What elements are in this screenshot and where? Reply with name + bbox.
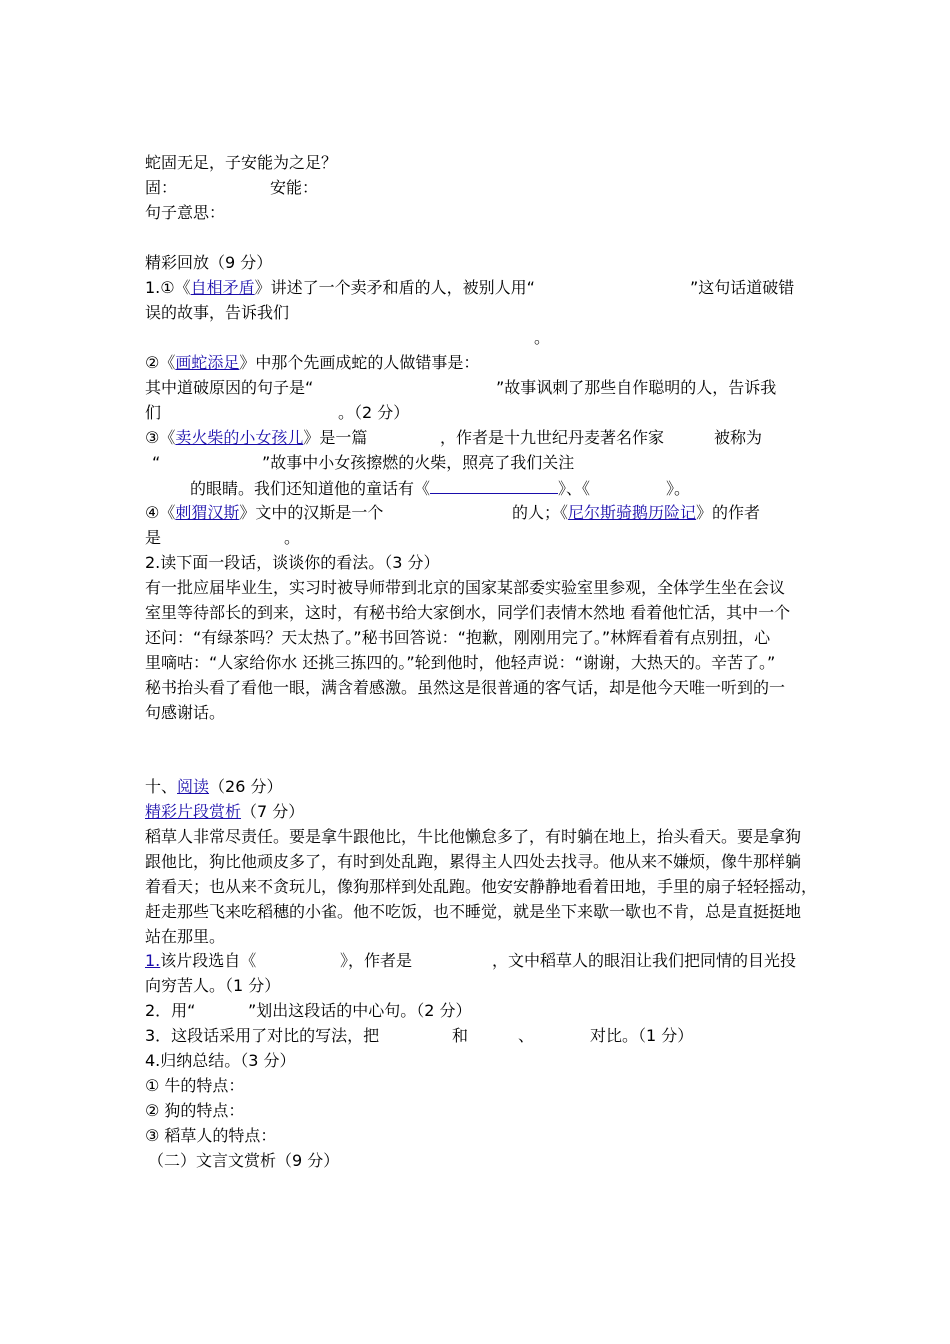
rq3-b: 和 — [452, 1026, 469, 1045]
q1-line2: 误的故事，告诉我们 — [145, 303, 290, 322]
q1-end: ”这句话道破错 — [690, 278, 795, 297]
link-jingcaipianduan[interactable]: 精彩片段赏析 — [145, 802, 242, 821]
q2-line2b: ”故事讽刺了那些自作聪明的人，告诉我 — [496, 378, 777, 397]
q1-line3: 。 — [534, 328, 551, 347]
link-huashetianzu[interactable]: 画蛇添足 — [175, 353, 240, 372]
q1-text: 》讲述了一个卖矛和盾的人，被别人用“ — [254, 278, 535, 297]
q1-line1 — [145, 277, 535, 301]
q3-text: 》是一篇 — [303, 428, 368, 447]
q3-line1 — [145, 427, 367, 451]
section2-heading: （二）文言文赏析（9 分） — [148, 1151, 340, 1170]
q4-end: 》的作者 — [696, 503, 761, 522]
q4-text: 》文中的汉斯是一个 — [239, 503, 384, 522]
passage2-line: 着看天；也从来不贪玩儿，像狗那样到处乱跑。他安安静静地看着田地，手里的扇子轻轻摇动， — [145, 877, 818, 896]
passage1-line: 里嘀咕：“人家给你水 还挑三拣四的。”轮到他时，他轻声说：“谢谢，大热天的。辛苦了。” — [145, 653, 776, 672]
passage2-line: 赶走那些飞来吃稻穗的小雀。他不吃饭，也不睡觉，就是坐下来歇一歇也不肯，总是直挺挺地 — [145, 902, 802, 921]
reading-subheading-suffix: （7 分） — [241, 802, 305, 821]
anneng-label: 安能： — [270, 178, 319, 197]
passage1-line: 有一批应届毕业生，实习时被导师带到北京的国家某部委实验室里参观，全体学生坐在会议 — [145, 578, 786, 597]
q2-prefix: ②《 — [145, 353, 176, 372]
rq2-a: 2．用“ — [145, 1001, 196, 1020]
rq4-item-dog: ② 狗的特点： — [145, 1101, 245, 1120]
q4-prefix: ④《 — [145, 503, 176, 522]
rq1-text-b: 》，作者是 — [340, 951, 413, 970]
rq4-item-ox: ① 牛的特点： — [145, 1076, 245, 1095]
link-niersi[interactable]: 尼尔斯骑鹅历险记 — [568, 503, 697, 522]
q1-prefix: 1.①《 — [145, 278, 191, 297]
q3-mid: ，作者是十九世纪丹麦著名作家 — [440, 428, 665, 447]
passage2-line: 站在那里。 — [145, 927, 226, 946]
q3-line2a: “ — [152, 453, 161, 472]
passage1-line: 室里等待部长的到来，这时，有秘书给大家倒水，同学们表情木然地 看着他忙活，其中一个 — [145, 603, 791, 622]
q5-prompt: 2.读下面一段话，谈谈你的看法。（3 分） — [145, 553, 440, 572]
q2-text: 》中那个先画成蛇的人做错事是： — [239, 353, 480, 372]
rq3-d: 对比。（1 分） — [590, 1026, 694, 1045]
reading-heading-prefix: 十、 — [145, 777, 178, 796]
reading-heading-suffix: （26 分） — [209, 777, 283, 796]
passage1-line: 秘书抬头看了看他一眼，满含着感激。虽然这是很普通的客气话，却是他今天唯一听到的一 — [145, 678, 786, 697]
rq1-text-c: ，文中稻草人的眼泪让我们把同情的目光投 — [492, 951, 797, 970]
q2-line1 — [145, 352, 479, 376]
rq4: 4.归纳总结。（3 分） — [145, 1051, 296, 1070]
rq4-item-scarecrow: ③ 稻草人的特点： — [145, 1126, 277, 1145]
rq1-text-a: 该片段选自《 — [160, 951, 257, 970]
q4-line2b: 。 — [284, 528, 301, 547]
passage2-line: 稻草人非常尽责任。要是拿牛跟他比，牛比他懒怠多了，有时躺在地上，抬头看天。要是拿狗 — [145, 827, 802, 846]
link-ciweihansi[interactable]: 刺猬汉斯 — [175, 503, 240, 522]
passage1-line: 句感谢话。 — [145, 703, 226, 722]
passage2-line: 跟他比，狗比他顽皮多了，有时到处乱跑，累得主人四处去找寻。他从来不嫌烦，像牛那样躺 — [145, 852, 802, 871]
link-zixiangmaodun[interactable]: 自相矛盾 — [190, 278, 255, 297]
q4-line2a: 是 — [145, 528, 162, 547]
q3-line3b: 》、《 — [558, 479, 591, 498]
reading-subheading — [145, 801, 304, 825]
rq3-c: 、 — [518, 1026, 535, 1045]
rq3-a: 3．这段话采用了对比的写法，把 — [145, 1026, 380, 1045]
reading-heading — [145, 776, 282, 800]
q2-line2a: 其中道破原因的句子是“ — [145, 378, 314, 397]
q4-mid: 的人；《 — [512, 503, 569, 522]
q3-line3 — [190, 477, 690, 500]
gu-label: 固： — [145, 178, 178, 197]
q3-line2b: ”故事中小女孩擦燃的火柴，照亮了我们关注 — [262, 453, 575, 472]
replay-heading: 精彩回放（9 分） — [145, 253, 273, 272]
link-rq1-number[interactable]: 1. — [145, 951, 161, 970]
rq1-line2: 向穷苦人。（1 分） — [145, 976, 281, 995]
link-maihuochai[interactable]: 卖火柴的小女孩儿 — [175, 428, 304, 447]
q2-line3b: 。（2 分） — [338, 403, 410, 422]
q4-line1 — [145, 502, 383, 526]
fairy-tale-blank-1[interactable] — [430, 477, 558, 494]
q3-line3a: 的眼睛。我们还知道他的童话有《 — [190, 479, 431, 498]
passage1-line: 还问：“有绿茶吗？天太热了。”秘书回答说：“抱歉，刚刚用完了。”林辉看着有点别扭，心 — [145, 628, 771, 647]
classical-sentence: 蛇固无足，子安能为之足？ — [145, 153, 338, 172]
link-yuedu[interactable]: 阅读 — [177, 777, 210, 796]
q2-line3a: 们 — [145, 403, 162, 422]
q3-prefix: ③《 — [145, 428, 176, 447]
q3-end: 被称为 — [714, 428, 763, 447]
q3-line3c: 》。 — [666, 479, 691, 498]
rq2-b: ”划出这段话的中心句。（2 分） — [248, 1001, 472, 1020]
sentence-meaning-label: 句子意思： — [145, 203, 226, 222]
q4-mid-line — [512, 502, 760, 524]
rq1-line1 — [145, 950, 256, 974]
